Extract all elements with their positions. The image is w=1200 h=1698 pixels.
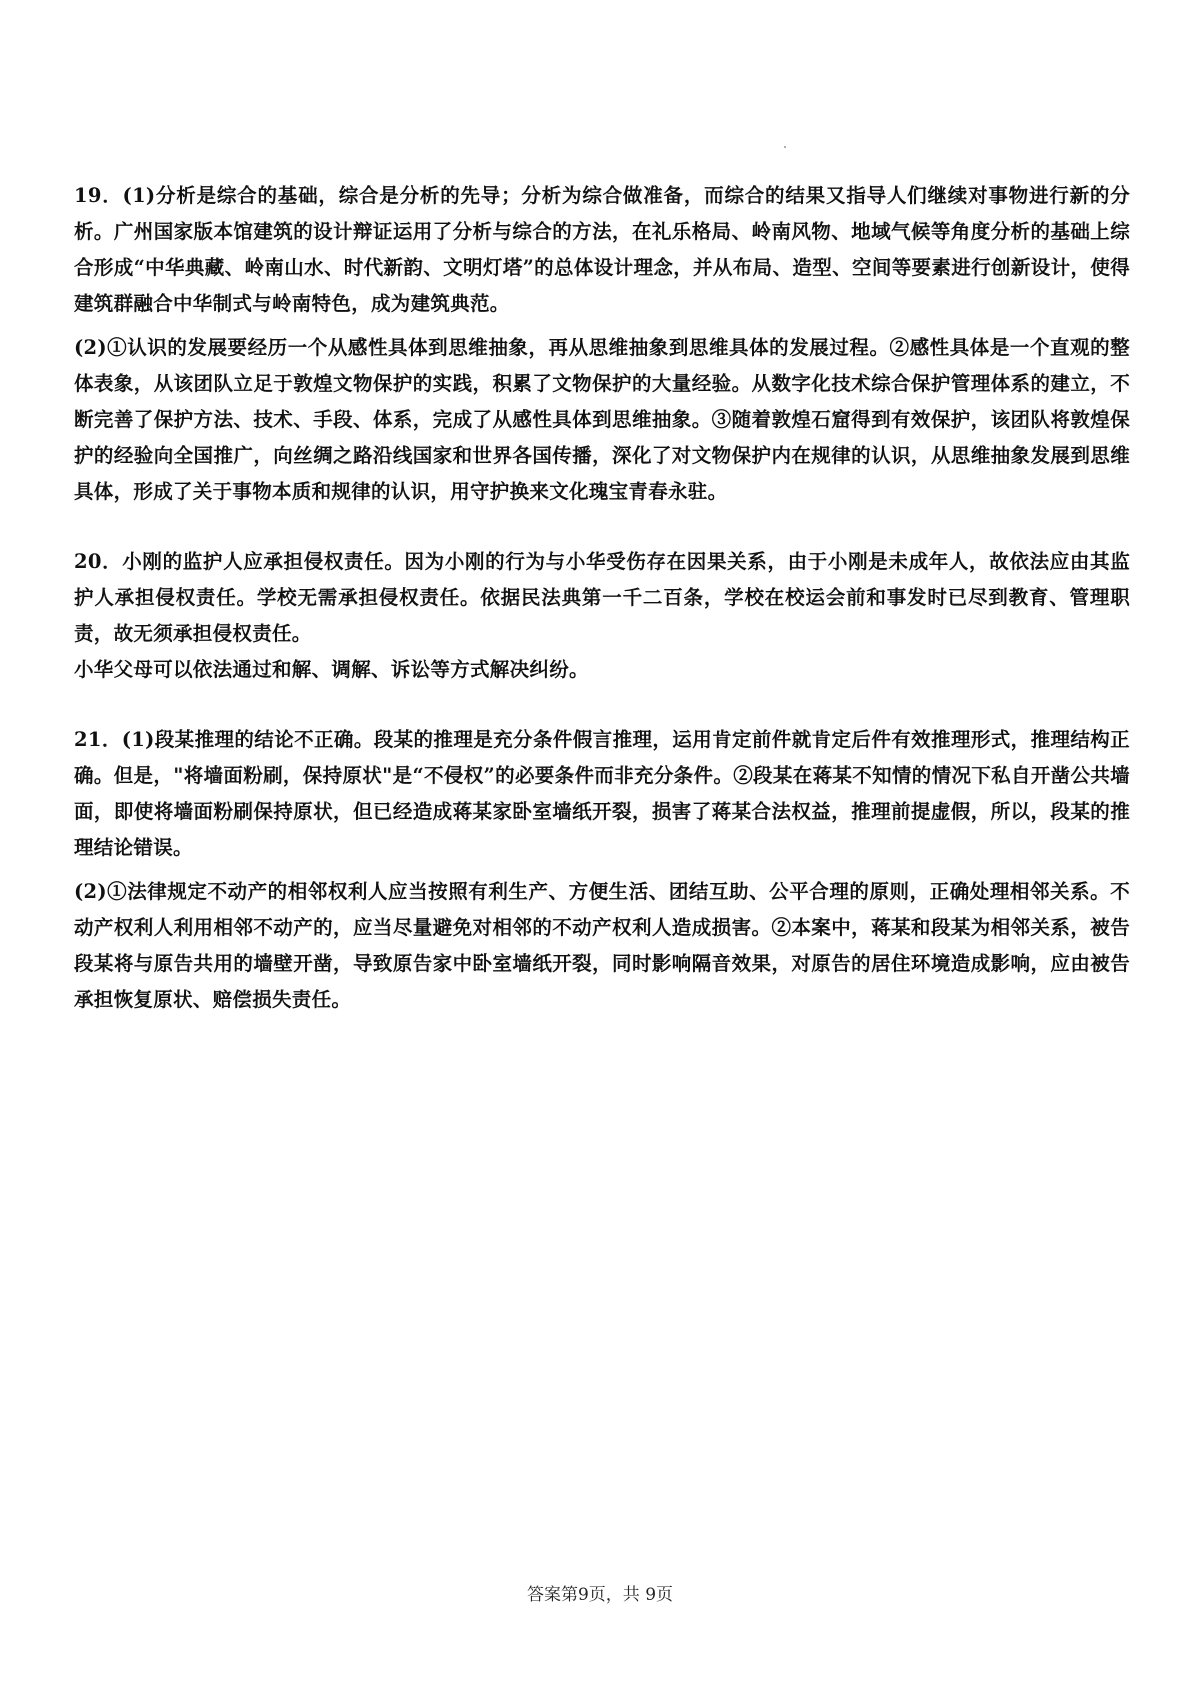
answer-19-part-1: 19．(1)分析是综合的基础，综合是分析的先导；分析为综合做准备，而综合的结果又指导人们继续对事物进行新的分析。广州国家版本馆建筑的设计辩证运用了分析与综合的方法，在礼乐格局、岭南风物、地域气候等角度分析的基础上综合形成“中华典藏、岭南山水、时代新韵、文明灯塔”的总体设计理念，并从布局、造型、空间等要素进行创新设计，使得建筑群融合中华制式与岭南特色，成为建筑典范。 [74,184,1130,315]
answer-21-part-1: 21．(1)段某推理的结论不正确。段某的推理是充分条件假言推理，运用肯定前件就肯定后件有效推理形式，推理结构正确。但是，"将墙面粉刷，保持原状"是“不侵权”的必要条件而非充分条件。②段某在蒋某不知情的情况下私自开凿公共墙面，即使将墙面粉刷保持原状，但已经造成蒋某家卧室墙纸开裂，损害了蒋某合法权益，推理前提虚假，所以，段某的推理结论错误。 [74,728,1130,859]
answer-content [74,178,1130,1018]
page-footer: 答案第9页，共 9页 [526,1585,674,1605]
answer-20-part-1: 20．小刚的监护人应承担侵权责任。因为小刚的行为与小华受伤存在因果关系，由于小刚是未成年人，故依法应由其监护人承担侵权责任。学校无需承担侵权责任。依据民法典第一千二百条，学校在校运会前和事发时已尽到教育、管理职责，故无须承担侵权责任。 [74,550,1130,645]
scan-speck [784,146,786,148]
answer-19-part-2: (2)①认识的发展要经历一个从感性具体到思维抽象，再从思维抽象到思维具体的发展过程。②感性具体是一个直观的整体表象，从该团队立足于敦煌文物保护的实践，积累了文物保护的大量经验。从数字化技术综合保护管理体系的建立，不断完善了保护方法、技术、手段、体系，完成了从感性具体到思维抽象。③随着敦煌石窟得到有效保护，该团队将敦煌保护的经验向全国推广，向丝绸之路沿线国家和世界各国传播，深化了对文物保护内在规律的认识，从思维抽象发展到思维具体，形成了关于事物本质和规律的认识，用守护换来文化瑰宝青春永驻。 [74,336,1130,503]
answer-21-part-2: (2)①法律规定不动产的相邻权利人应当按照有利生产、方便生活、团结互助、公平合理的原则，正确处理相邻关系。不动产权利人利用相邻不动产的，应当尽量避免对相邻的不动产权利人造成损害。②本案中，蒋某和段某为相邻关系，被告段某将与原告共用的墙壁开凿，导致原告家中卧室墙纸开裂，同时影响隔音效果，对原告的居住环境造成影响，应由被告承担恢复原状、赔偿损失责任。 [74,880,1130,1011]
answer-20-part-2: 小华父母可以依法通过和解、调解、诉讼等方式解决纠纷。 [74,658,589,681]
